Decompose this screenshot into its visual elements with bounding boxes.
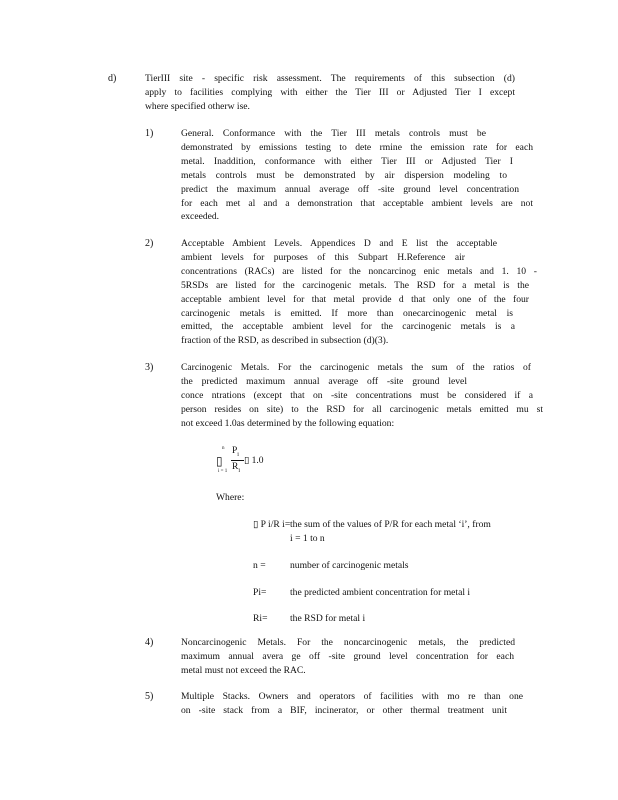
text-line: fraction of the RSD, as described in subsection (d)(3).: [181, 335, 389, 347]
fraction-bar: [231, 460, 244, 461]
text-line: conce ntrations (except that on -site concentrations must be considered if a: [181, 389, 533, 401]
definition-row: [253, 518, 543, 548]
item-2-text: [181, 237, 537, 348]
item-number: 5): [145, 691, 154, 702]
text-line: demonstrated by emissions testing to dete rmine the emission rate for each: [181, 141, 533, 153]
definition-term: n =: [253, 560, 266, 571]
text-line: person resides on site) to the RSD for all carcinogenic metals emitted mu st: [181, 403, 543, 415]
text-line: acceptable ambient level for that metal provide d that only one of the four: [181, 293, 529, 305]
text-line: where specified otherw ise.: [145, 100, 250, 112]
where-label: Where:: [216, 492, 245, 503]
text-line: metal must not exceed the RAC.: [181, 664, 306, 676]
definition-term: ▯ P i/R i=: [253, 519, 291, 530]
definition-text: [290, 612, 535, 626]
item-1-text: [181, 127, 533, 224]
summation-icon: ▯: [216, 454, 223, 468]
text-line: the sum of the values of P/R for each metal ‘i’, from: [290, 519, 491, 530]
text-line: TierIII site - specific risk assessment. The requirements of this subsection (d): [145, 73, 515, 84]
denominator-symbol: R: [232, 462, 239, 472]
text-line: for each met al and a demonstration that acceptable ambient levels are not: [181, 197, 533, 209]
sum-upper-limit: n: [222, 446, 225, 451]
item-number: 4): [145, 637, 154, 648]
text-line: Multiple Stacks. Owners and operators of facilities with mo re than one: [181, 691, 523, 702]
denominator-subscript: i: [238, 467, 241, 474]
item-number: 3): [145, 362, 154, 373]
text-line: 5RSDs are listed for the carcinogenic metals. The RSD for a metal is the: [181, 279, 529, 291]
text-line: the predicted ambient concentration for metal i: [290, 587, 471, 598]
text-line: metal. Inaddition, conformance with either Tier III or Adjusted Tier I: [181, 155, 513, 167]
text-line: maximum annual avera ge off -site ground level concentration for each: [181, 650, 514, 662]
numerator-symbol: P: [232, 446, 238, 456]
item-5-text: [181, 690, 523, 718]
text-line: i = 1 to n: [290, 532, 325, 544]
sum-lower-limit: i = 1: [218, 469, 228, 474]
equation-relation: ▯ 1.0: [244, 456, 264, 466]
item-4-text: [181, 636, 521, 678]
text-line: General. Conformance with the Tier III metals controls must be: [181, 128, 486, 139]
text-line: emitted, the acceptable ambient level for the carcinogenic metals is a: [181, 321, 515, 333]
text-line: not exceed 1.0as determined by the following equation:: [181, 417, 395, 429]
denominator: [232, 462, 240, 474]
definition-term: Pi=: [253, 587, 267, 598]
text-line: exceeded.: [181, 211, 220, 223]
text-line: on -site stack from a BIF, incinerator, or other thermal treatment unit: [181, 704, 507, 716]
text-line: carcinogenic metals is emitted. If more than onecarcinogenic metal is: [181, 307, 513, 319]
text-line: the RSD for metal i: [290, 613, 366, 624]
item-3-text: [181, 361, 543, 431]
text-line: Acceptable Ambient Levels. Appendices D and E list the acceptable: [181, 238, 497, 249]
text-line: Carcinogenic Metals. For the carcinogenic metals the sum of the ratios of: [181, 362, 531, 373]
definition-text: [290, 586, 535, 600]
definition-text: [290, 559, 535, 573]
numerator: [232, 446, 239, 458]
item-number: 1): [145, 128, 154, 139]
numerator-subscript: i: [237, 451, 239, 458]
text-line: ambient levels for purposes of this Subpart H.Reference air: [181, 251, 465, 263]
subsection-label: d): [108, 73, 117, 84]
text-line: apply to facilities complying with either the Tier III or Adjusted Tier I except: [145, 86, 515, 98]
item-number: 2): [145, 238, 154, 249]
definition-term: Ri=: [253, 613, 268, 624]
text-line: number of carcinogenic metals: [290, 560, 409, 571]
summation-equation: [216, 446, 296, 482]
text-line: predict the maximum annual average off -site ground level concentration: [181, 183, 519, 195]
definition-text: [290, 518, 535, 546]
text-line: Noncarcinogenic Metals. For the noncarcinogenic metals, the predicted: [181, 637, 515, 648]
text-line: the predicted maximum annual average off -site ground level: [181, 375, 467, 387]
subsection-d-text: [145, 72, 515, 114]
text-line: metals controls must be demonstrated by air dispersion modeling to: [181, 169, 507, 181]
text-line: concentrations (RACs) are listed for the noncarcinog enic metals and 1. 10 -: [181, 265, 537, 277]
